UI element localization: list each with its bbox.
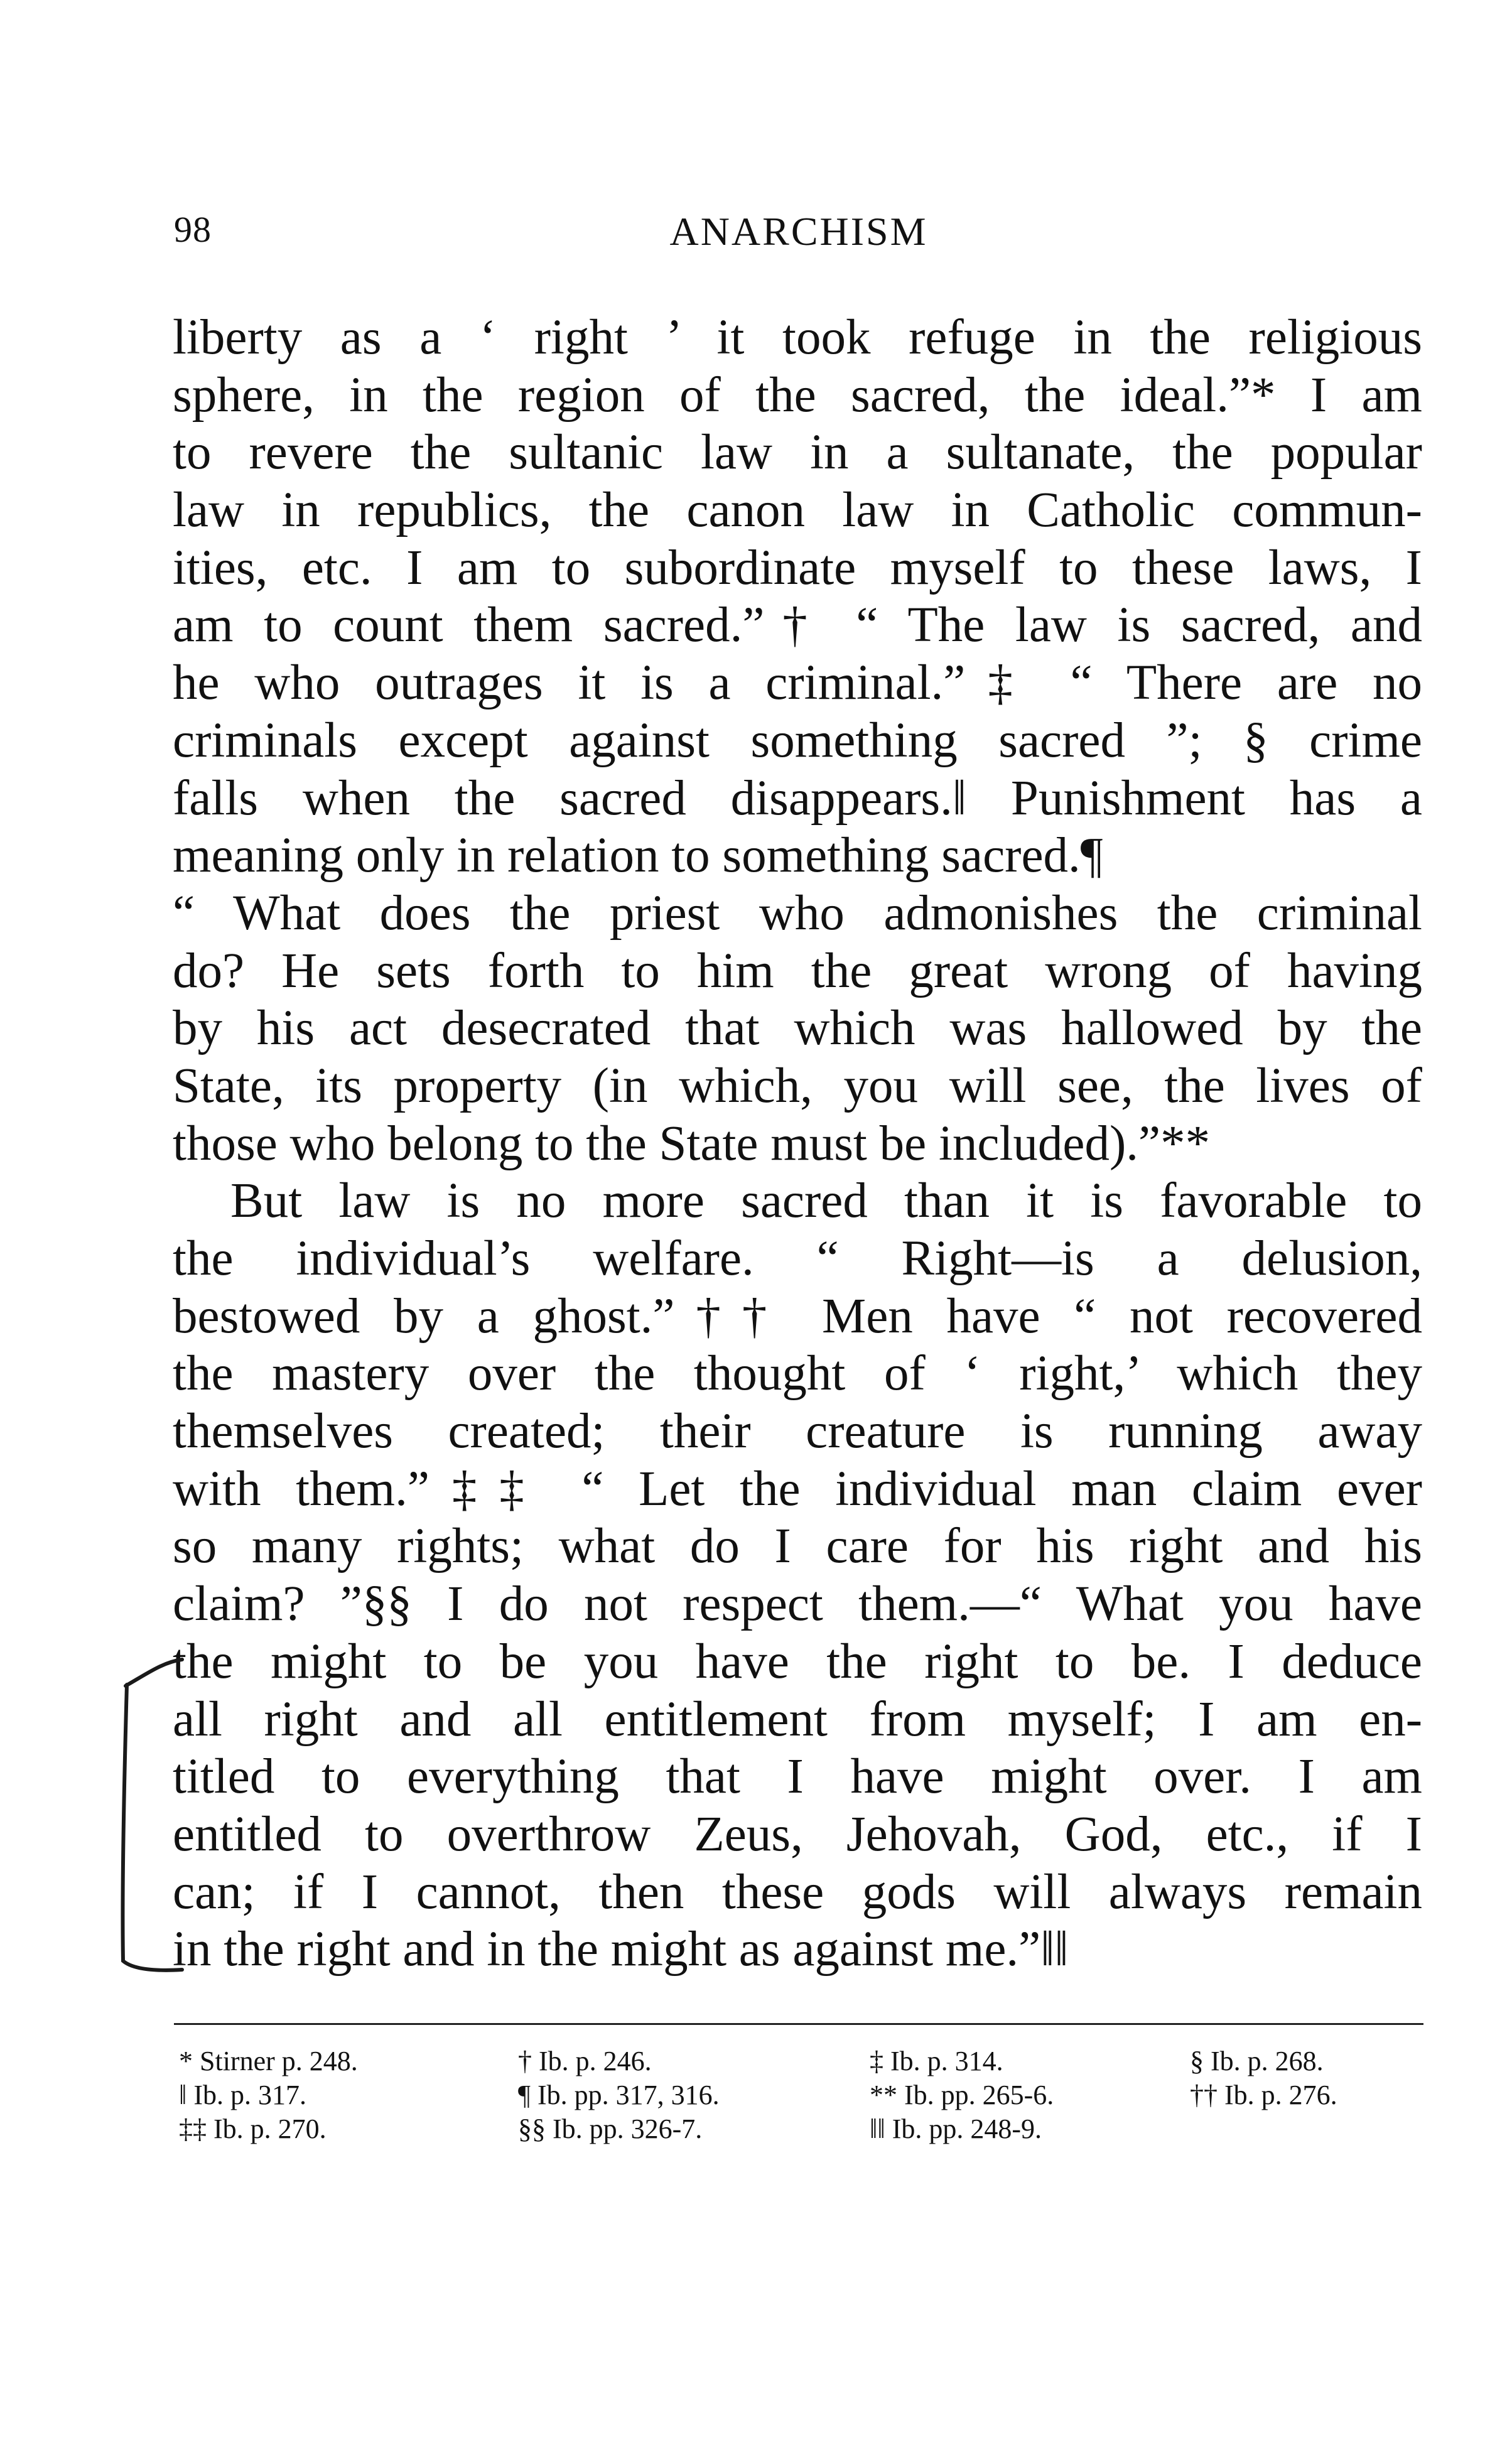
- footnote: ‖‖ Ib. pp. 248-9.: [870, 2113, 1042, 2144]
- footnote: ** Ib. pp. 265-6.: [870, 2080, 1054, 2110]
- text-line: meaning only in relation to something sacred.¶: [173, 828, 1103, 883]
- text-line: he who outrages it is a criminal.”‡ “ There are no: [173, 656, 1422, 711]
- text-line: so many rights; what do I care for his right and his: [173, 1519, 1422, 1574]
- text-line: bestowed by a ghost.”†† Men have “ not recovered: [173, 1288, 1422, 1344]
- footnote-row: [179, 2078, 1428, 2112]
- footnote: ¶ Ib. pp. 317, 316.: [518, 2080, 720, 2110]
- footnote-divider: [174, 2023, 1423, 2025]
- footnote-row: [179, 2044, 1428, 2078]
- footnote: §§ Ib. pp. 326-7.: [518, 2113, 703, 2144]
- footnote: †† Ib. p. 276.: [1190, 2080, 1337, 2110]
- footnote: ‡ Ib. p. 314.: [870, 2046, 1003, 2076]
- text-line: by his act desecrated that which was hallowed by the: [173, 1001, 1422, 1056]
- text-line: can; if I cannot, then these gods will always remain: [173, 1864, 1422, 1919]
- text-line: titled to everything that I have might over. I am: [173, 1749, 1422, 1805]
- page-header: [174, 202, 1423, 259]
- page-number: 98: [174, 209, 212, 250]
- text-line: am to count them sacred.”† “ The law is sacred, and: [173, 598, 1422, 653]
- text-line: the individual’s welfare. “ Right—is a delusion,: [173, 1231, 1422, 1286]
- text-line: to revere the sultanic law in a sultanate, the popular: [173, 425, 1422, 480]
- text-line: “ What does the priest who admonishes the criminal: [173, 885, 1422, 941]
- text-line: entitled to overthrow Zeus, Jehovah, God, etc., if I: [173, 1806, 1422, 1862]
- text-line: criminals except against something sacred ”; § crime: [173, 713, 1422, 768]
- text-line: sphere, in the region of the sacred, the ideal.”* I am: [173, 367, 1422, 423]
- running-head: ANARCHISM: [669, 209, 928, 254]
- text-line: But law is no more sacred than it is favorable to: [230, 1174, 1422, 1229]
- text-line: liberty as a ‘ right ’ it took refuge in the religious: [173, 310, 1422, 365]
- text-line: those who belong to the State must be included).”**: [173, 1116, 1211, 1171]
- text-line: ities, etc. I am to subordinate myself to these laws, I: [173, 540, 1422, 595]
- handwritten-bracket-mark: [113, 1648, 188, 1981]
- footnote-row: [179, 2112, 1428, 2146]
- footnote: † Ib. p. 246.: [518, 2046, 652, 2076]
- text-line: themselves created; their creature is running away: [173, 1404, 1422, 1459]
- text-line: with them.”‡‡ “ Let the individual man claim ever: [173, 1461, 1422, 1516]
- text-line: the mastery over the thought of ‘ right,’ which they: [173, 1346, 1422, 1401]
- text-line: law in republics, the canon law in Catholic commun-: [173, 483, 1422, 538]
- footnote: ‡‡ Ib. p. 270.: [179, 2113, 327, 2144]
- text-line: the might to be you have the right to be. I deduce: [173, 1634, 1422, 1689]
- body-text: [173, 309, 1422, 1978]
- footnotes: [179, 2044, 1428, 2146]
- footnote: § Ib. p. 268.: [1190, 2046, 1324, 2076]
- footnote: * Stirner p. 248.: [179, 2046, 358, 2076]
- text-line: claim? ”§§ I do not respect them.—“ What you have: [173, 1577, 1422, 1632]
- text-line: all right and all entitlement from myself; I am en-: [173, 1692, 1422, 1747]
- footnote: ‖ Ib. p. 317.: [179, 2080, 307, 2110]
- text-line: in the right and in the might as against me.”‖‖: [173, 1922, 1069, 1977]
- text-line: falls when the sacred disappears.‖ Punishment has a: [173, 770, 1422, 826]
- text-line: State, its property (in which, you will see, the lives of: [173, 1058, 1422, 1113]
- text-line: do? He sets forth to him the great wrong of having: [173, 943, 1422, 998]
